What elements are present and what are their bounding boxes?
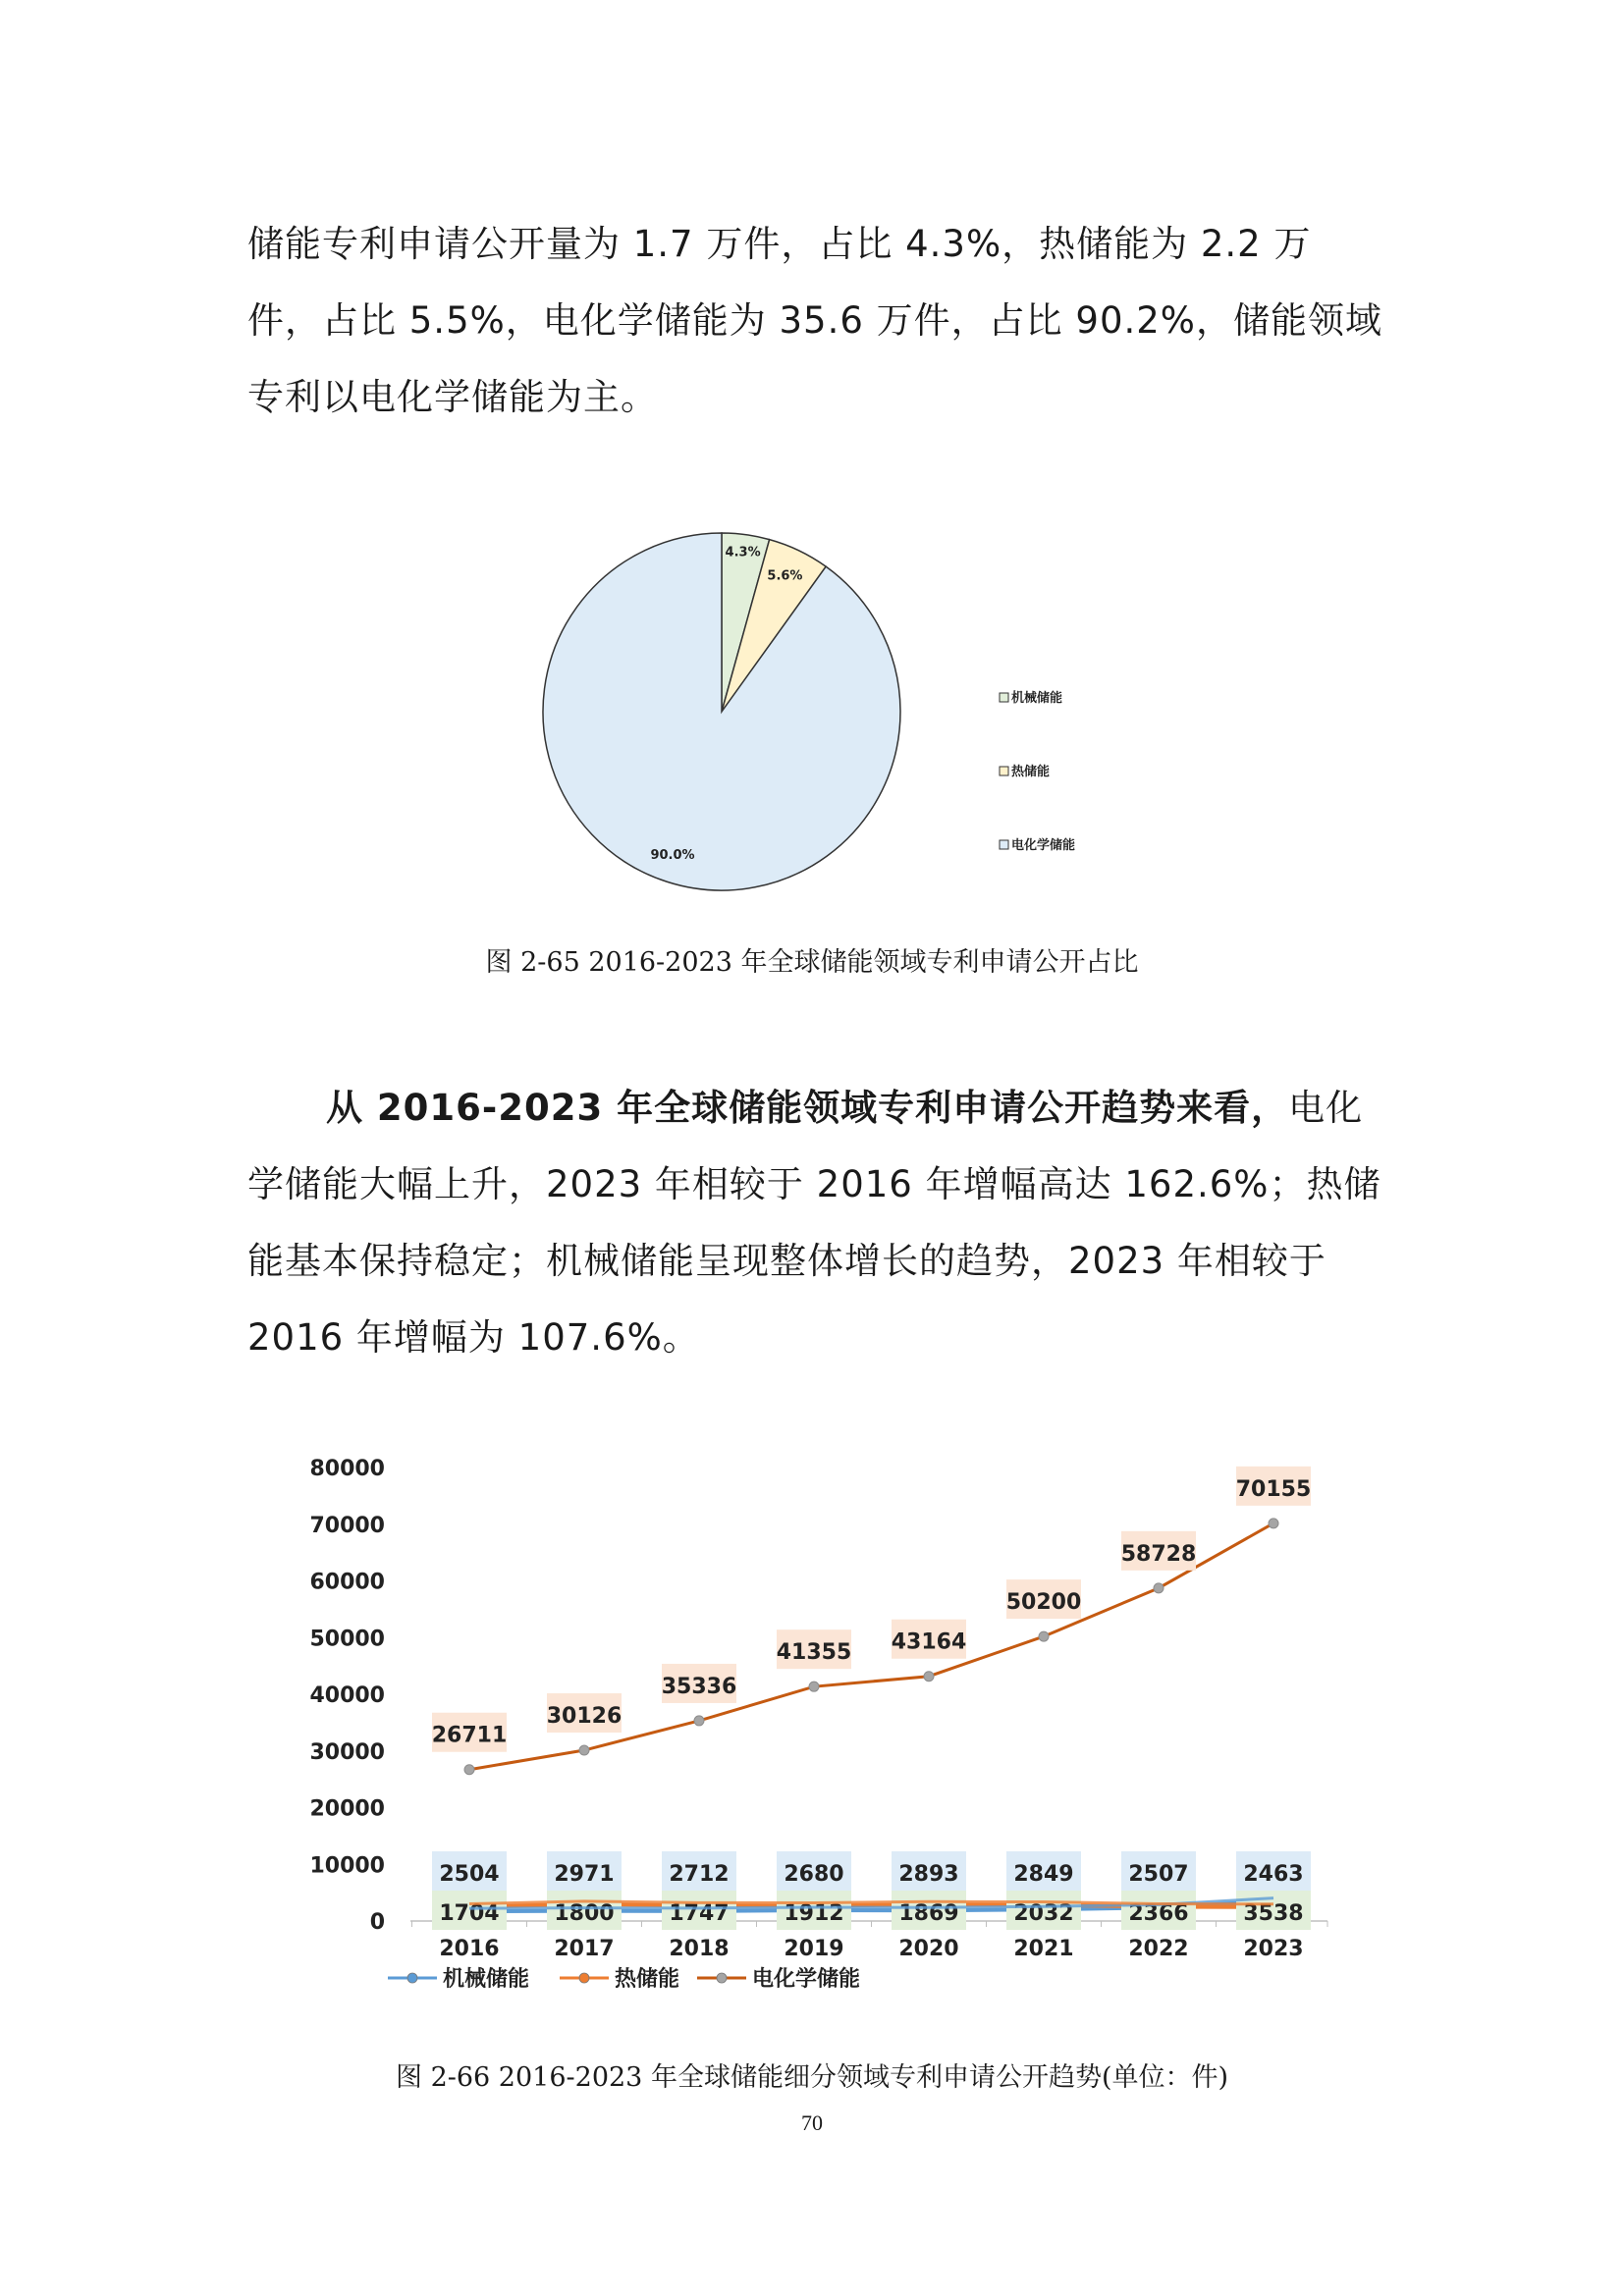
point-electro-4: [924, 1672, 934, 1682]
page-number: 70: [801, 2110, 823, 2135]
paragraph-2-bold: 从 2016-2023 年全球储能领域专利申请公开趋势来看，: [326, 1087, 1289, 1129]
legend-label-1: 热储能: [615, 1967, 680, 1992]
y-tick-label-5: 50000: [309, 1627, 385, 1652]
data-label-thermal-4: 2893: [898, 1862, 959, 1887]
data-label-mech-5: 2032: [1013, 1901, 1074, 1926]
legend-label-0: 机械储能: [443, 1967, 530, 1992]
legend-marker-1: [579, 1973, 589, 1983]
point-electro-0: [464, 1765, 474, 1775]
y-tick-label-4: 40000: [309, 1683, 385, 1708]
pie-legend-swatch-1: [1000, 767, 1008, 775]
pie-legend-label-2: 电化学储能: [1011, 838, 1076, 853]
point-electro-5: [1039, 1631, 1049, 1641]
x-tick-label-7: 2023: [1243, 1937, 1304, 1961]
x-tick-label-2: 2018: [669, 1937, 730, 1961]
pie-legend-swatch-2: [1000, 840, 1008, 849]
pie-chart: [511, 510, 1119, 923]
x-tick-label-5: 2021: [1013, 1937, 1074, 1961]
data-label-mech-4: 1869: [898, 1901, 959, 1926]
x-tick-label-4: 2020: [898, 1937, 959, 1961]
pie-legend-label-0: 机械储能: [1011, 691, 1063, 706]
pie-caption: 图 2-65 2016-2023 年全球储能领域专利申请公开占比: [485, 947, 1139, 978]
paragraph-2: [247, 1070, 1382, 1376]
y-tick-label-7: 70000: [309, 1513, 385, 1538]
data-label-thermal-1: 2971: [554, 1862, 615, 1887]
data-label-mech-2: 1747: [669, 1901, 730, 1926]
x-tick-label-6: 2022: [1128, 1937, 1189, 1961]
data-label-thermal-6: 2507: [1128, 1862, 1189, 1887]
paragraph-2-normal: 电化学储能大幅上升，2023 年相较于 2016 年增幅高达 162.6%；热储能基本保持稳定；机械储能呈现整体增长的趋势，2023 年相较于 2016 年增幅为 107.6%。: [247, 1087, 1381, 1359]
legend-marker-2: [717, 1973, 727, 1983]
data-label-thermal-5: 2849: [1013, 1862, 1074, 1887]
pie-legend-label-1: 热储能: [1011, 765, 1051, 779]
y-tick-label-2: 20000: [309, 1796, 385, 1822]
data-label-electro-7: 70155: [1235, 1476, 1312, 1502]
data-label-thermal-7: 2463: [1243, 1862, 1304, 1887]
line-chart: [295, 1433, 1355, 2022]
data-label-thermal-3: 2680: [784, 1862, 844, 1887]
x-tick-label-3: 2019: [784, 1937, 844, 1961]
pie-slice-2: [543, 533, 900, 890]
x-tick-label-0: 2016: [439, 1937, 500, 1961]
data-label-mech-6: 2366: [1128, 1901, 1189, 1926]
paragraph-1: 储能专利申请公开量为 1.7 万件，占比 4.3%，热储能为 2.2 万件，占比 5.5%，电化学储能为 35.6 万件，占比 90.2%，储能领域专利以电化学储能为主。: [247, 223, 1382, 418]
pie-data-label-2: 90.0%: [650, 848, 695, 863]
y-tick-label-6: 60000: [309, 1570, 385, 1595]
y-tick-label-3: 30000: [309, 1739, 385, 1765]
line-caption: 图 2-66 2016-2023 年全球储能细分领域专利申请公开趋势(单位：件): [395, 2062, 1229, 2093]
data-label-electro-4: 43164: [891, 1629, 967, 1655]
legend-marker-0: [407, 1973, 417, 1983]
point-electro-1: [579, 1745, 589, 1755]
pie-legend-swatch-0: [1000, 693, 1008, 702]
point-electro-6: [1154, 1583, 1164, 1593]
pie-data-label-1: 5.6%: [767, 568, 803, 584]
point-electro-2: [694, 1716, 704, 1726]
data-label-mech-3: 1912: [784, 1901, 844, 1926]
data-label-electro-5: 50200: [1005, 1590, 1082, 1616]
data-label-mech-1: 1800: [554, 1901, 615, 1926]
x-tick-label-1: 2017: [554, 1937, 615, 1961]
data-label-mech-7: 3538: [1243, 1901, 1304, 1926]
point-electro-3: [809, 1682, 819, 1691]
data-label-electro-6: 58728: [1120, 1541, 1197, 1567]
point-electro-7: [1269, 1519, 1278, 1528]
data-label-electro-2: 35336: [661, 1674, 737, 1699]
data-label-thermal-2: 2712: [669, 1862, 730, 1887]
data-label-electro-3: 41355: [776, 1640, 852, 1666]
data-label-mech-0: 1704: [439, 1901, 500, 1926]
pie-data-label-0: 4.3%: [725, 545, 761, 561]
data-label-electro-1: 30126: [546, 1704, 623, 1730]
y-tick-label-8: 80000: [309, 1457, 385, 1481]
y-tick-label-1: 10000: [309, 1853, 385, 1879]
data-label-electro-0: 26711: [431, 1723, 508, 1748]
y-tick-label-0: 0: [369, 1910, 385, 1935]
data-label-thermal-0: 2504: [439, 1862, 500, 1887]
legend-label-2: 电化学储能: [752, 1967, 861, 1992]
